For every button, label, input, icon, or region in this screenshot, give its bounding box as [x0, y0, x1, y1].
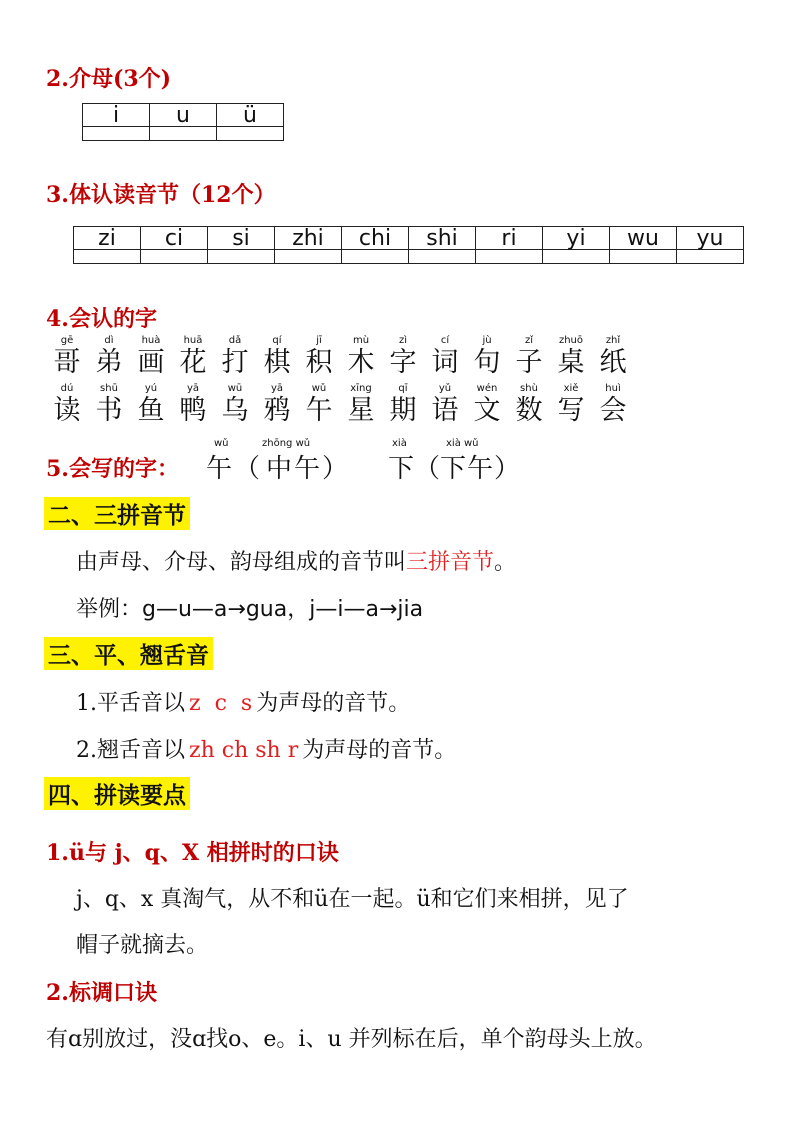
char-item: huā 花 — [179, 335, 207, 378]
pingqiao-line-2: 2.翘舌音以 zh ch sh r 为声母的音节。 — [76, 738, 457, 763]
char-item: shù 数 — [515, 383, 543, 426]
syllable-cell: si — [208, 227, 275, 250]
xiezi-paren-open-1: （ — [234, 454, 261, 484]
syllable-cell: ci — [141, 227, 208, 250]
renzi-title: 4.会认的字 — [46, 306, 157, 332]
pingqiao-heading: 三、平、翘舌音 — [44, 637, 213, 670]
char-item: zhuō 桌 — [557, 335, 585, 378]
char-item: huà 画 — [137, 335, 165, 378]
xiezi-word-1: 中午 — [266, 454, 323, 484]
char-item: jù 句 — [473, 335, 501, 378]
jiemu-cell: ü — [217, 104, 284, 127]
char-item: dǎ 打 — [221, 335, 249, 378]
char-item: mù 木 — [347, 335, 375, 378]
char-item: gē 哥 — [53, 335, 81, 378]
char-item: huì 会 — [599, 383, 627, 426]
char-item: yā 鸦 — [263, 383, 291, 426]
char-item: zì 字 — [389, 335, 417, 378]
yaodian-heading: 四、拼读要点 — [44, 777, 190, 810]
jiemu-cell: i — [83, 104, 150, 127]
char-item: dú 读 — [53, 383, 81, 426]
xiezi-pinyin-2: zhōng wǔ — [262, 438, 311, 449]
xiezi-pinyin-3: xià — [392, 438, 407, 449]
yaodian-sub1-line-1: j、q、x 真淘气，从不和ü在一起。ü和它们来相拼，见了 — [76, 887, 629, 912]
syllable-cell: zi — [74, 227, 141, 250]
yaodian-sub2-line: 有ɑ别放过，没ɑ找o、e。i、u 并列标在后，单个韵母头上放。 — [46, 1027, 657, 1052]
syllable-cell: chi — [342, 227, 409, 250]
syllable-cell: shi — [409, 227, 476, 250]
char-item: zhǐ 纸 — [599, 335, 627, 378]
char-item: wū 乌 — [221, 383, 249, 426]
char-item: qī 期 — [389, 383, 417, 426]
syllable-cell: yu — [677, 227, 744, 250]
jiemu-table — [82, 103, 284, 141]
char-item: wén 文 — [473, 383, 501, 426]
pingshe-initials: z c s — [189, 691, 253, 716]
sanpin-description: 由声母、介母、韵母组成的音节叫三拼音节。 — [76, 550, 517, 575]
yaodian-sub2-title: 2.标调口诀 — [46, 980, 157, 1006]
char-item: jī 积 — [305, 335, 333, 378]
syllable-cell: zhi — [275, 227, 342, 250]
sanpin-example: 举例：g—u—a→gua，j—i—a→jia — [76, 597, 424, 622]
xiezi-char-1: 午 — [206, 454, 233, 484]
renzi-row-1 — [46, 334, 634, 379]
qiaoshe-initials: zh ch sh r — [189, 738, 299, 763]
yaodian-sub1-title: 1.ü与 j、q、X 相拼时的口诀 — [46, 840, 339, 866]
char-item: xīng 星 — [347, 383, 375, 426]
xiezi-title: 5.会写的字： — [46, 456, 179, 482]
xiezi-word-2: 下午 — [440, 454, 495, 484]
char-item: yā 鸭 — [179, 383, 207, 426]
zhengti-table — [73, 226, 744, 264]
xiezi-char-2: 下 — [388, 454, 415, 484]
xiezi-paren-close-2: ） — [494, 454, 521, 484]
jiemu-cell: u — [150, 104, 217, 127]
char-item: zǐ 子 — [515, 335, 543, 378]
xiezi-paren-open-2: （ — [414, 454, 441, 484]
xiezi-pinyin-1: wǔ — [214, 438, 229, 449]
sanpin-term: 三拼音节 — [406, 550, 495, 575]
char-item: shū 书 — [95, 383, 123, 426]
char-item: dì 弟 — [95, 335, 123, 378]
jiemu-title: 2.介母(3个) — [46, 66, 172, 92]
yaodian-sub1-line-2: 帽子就摘去。 — [76, 933, 209, 958]
sanpin-heading: 二、三拼音节 — [44, 497, 190, 530]
xiezi-pinyin-4: xià wǔ — [446, 438, 479, 449]
renzi-row-2 — [46, 382, 634, 427]
char-item: wǔ 午 — [305, 383, 333, 426]
char-item: yǔ 语 — [431, 383, 459, 426]
char-item: xiě 写 — [557, 383, 585, 426]
pingqiao-line-1: 1.平舌音以 z c s 为声母的音节。 — [76, 691, 411, 716]
xiezi-paren-close-1: ） — [322, 454, 349, 484]
char-item: cí 词 — [431, 335, 459, 378]
zhengti-title: 3.体认读音节（12个） — [46, 182, 276, 208]
char-item: yú 鱼 — [137, 383, 165, 426]
char-item: qí 棋 — [263, 335, 291, 378]
syllable-cell: ri — [476, 227, 543, 250]
syllable-cell: yi — [543, 227, 610, 250]
syllable-cell: wu — [610, 227, 677, 250]
